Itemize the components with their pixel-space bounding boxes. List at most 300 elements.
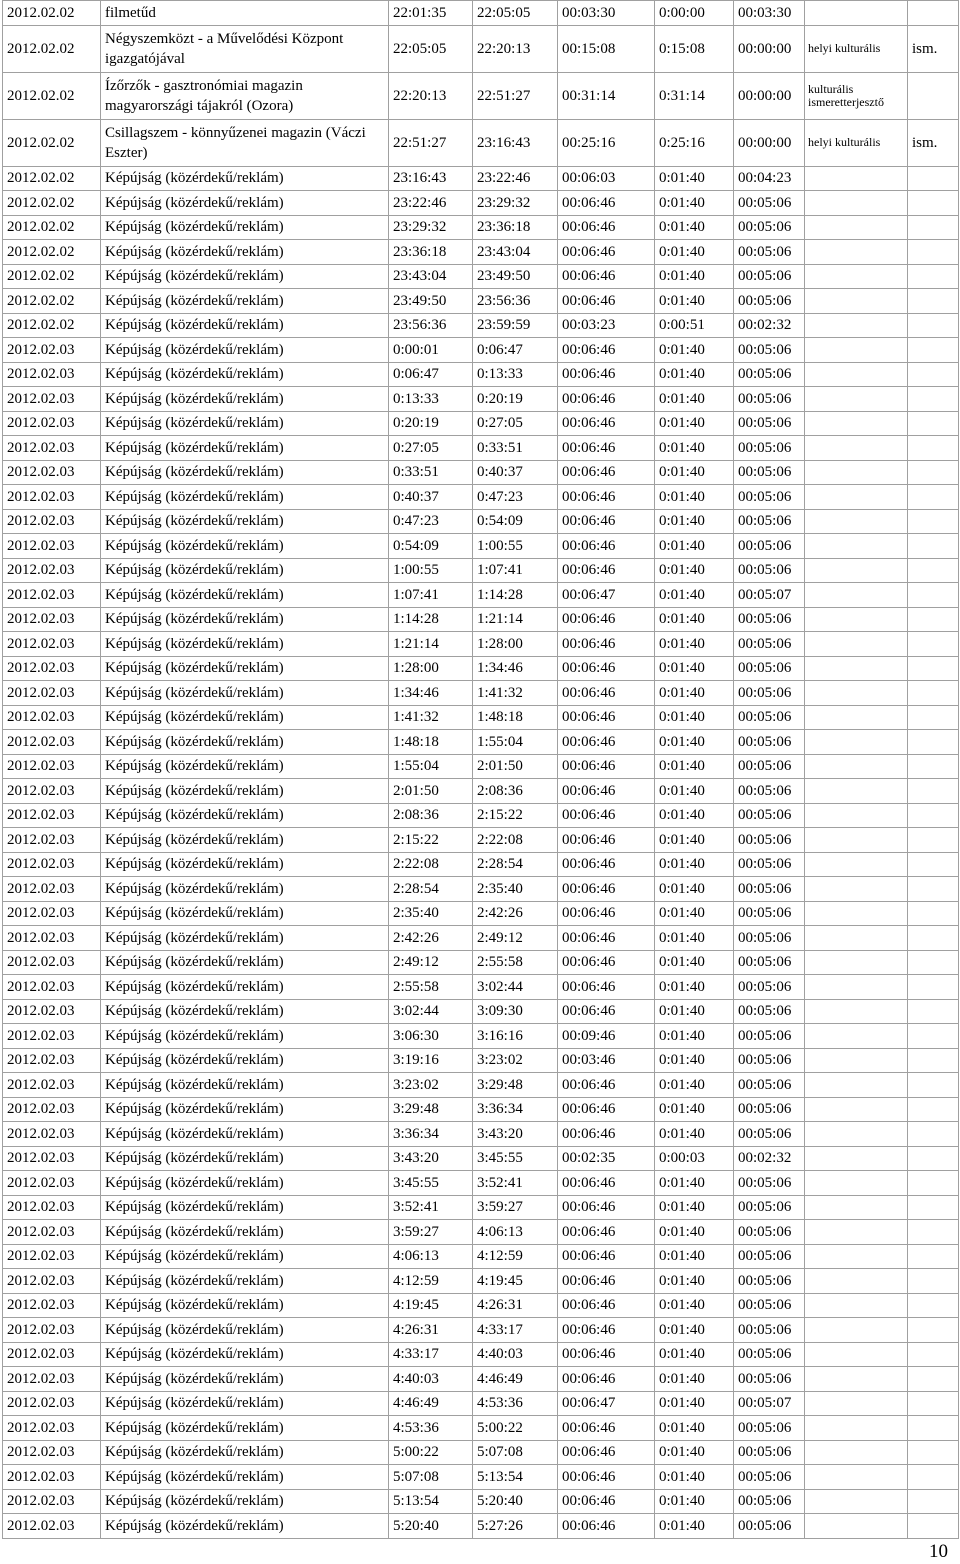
- cell-duration: 00:06:46: [558, 289, 655, 314]
- cell-type: [908, 607, 959, 632]
- cell-genre: [805, 240, 908, 265]
- cell-type: [908, 338, 959, 363]
- table-row: [3, 999, 959, 1024]
- cell-end-time: 23:59:59: [473, 313, 558, 338]
- cell-date: 2012.02.02: [3, 191, 101, 216]
- cell-net-time: 00:05:06: [734, 289, 805, 314]
- cell-duration: 00:06:46: [558, 338, 655, 363]
- cell-date: 2012.02.03: [3, 1367, 101, 1392]
- cell-start-time: 23:36:18: [389, 240, 473, 265]
- cell-date: 2012.02.02: [3, 289, 101, 314]
- cell-net-time: 00:05:06: [734, 1416, 805, 1441]
- cell-date: 2012.02.03: [3, 1024, 101, 1049]
- cell-end-time: 5:20:40: [473, 1489, 558, 1514]
- cell-duration: 00:03:46: [558, 1048, 655, 1073]
- cell-end-time: 3:16:16: [473, 1024, 558, 1049]
- cell-duration: 00:06:46: [558, 852, 655, 877]
- cell-duration: 00:06:46: [558, 1073, 655, 1098]
- cell-end-time: 23:22:46: [473, 166, 558, 191]
- cell-duration: 00:03:23: [558, 313, 655, 338]
- cell-start-time: 23:56:36: [389, 313, 473, 338]
- cell-duration: 00:06:46: [558, 779, 655, 804]
- cell-date: 2012.02.03: [3, 436, 101, 461]
- cell-net-time: 00:04:23: [734, 166, 805, 191]
- cell-duration: 00:06:46: [558, 1342, 655, 1367]
- cell-ad-time: 0:01:40: [655, 240, 734, 265]
- cell-duration: 00:06:46: [558, 240, 655, 265]
- cell-net-time: 00:05:06: [734, 1318, 805, 1343]
- cell-start-time: 5:13:54: [389, 1489, 473, 1514]
- cell-program: Képújság (közérdekű/reklám): [101, 1465, 389, 1490]
- cell-net-time: 00:05:06: [734, 779, 805, 804]
- cell-duration: 00:06:46: [558, 1465, 655, 1490]
- cell-end-time: 22:05:05: [473, 1, 558, 26]
- cell-program: Képújság (közérdekű/reklám): [101, 509, 389, 534]
- cell-ad-time: 0:01:40: [655, 901, 734, 926]
- cell-end-time: 0:33:51: [473, 436, 558, 461]
- cell-end-time: 23:29:32: [473, 191, 558, 216]
- cell-end-time: 0:06:47: [473, 338, 558, 363]
- table-row: [3, 926, 959, 951]
- cell-date: 2012.02.03: [3, 1416, 101, 1441]
- table-row: [3, 705, 959, 730]
- cell-start-time: 23:29:32: [389, 215, 473, 240]
- cell-start-time: 2:28:54: [389, 877, 473, 902]
- cell-end-time: 4:40:03: [473, 1342, 558, 1367]
- cell-end-time: 2:22:08: [473, 828, 558, 853]
- table-row: [3, 607, 959, 632]
- cell-net-time: 00:05:06: [734, 901, 805, 926]
- cell-net-time: 00:05:06: [734, 191, 805, 216]
- table-row: [3, 166, 959, 191]
- cell-date: 2012.02.03: [3, 1220, 101, 1245]
- cell-type: [908, 191, 959, 216]
- cell-end-time: 5:07:08: [473, 1440, 558, 1465]
- cell-date: 2012.02.03: [3, 1146, 101, 1171]
- cell-program: Képújság (közérdekű/reklám): [101, 436, 389, 461]
- cell-end-time: 3:09:30: [473, 999, 558, 1024]
- cell-ad-time: 0:01:40: [655, 828, 734, 853]
- cell-type: [908, 1514, 959, 1539]
- cell-program: Képújság (közérdekű/reklám): [101, 852, 389, 877]
- cell-start-time: 5:00:22: [389, 1440, 473, 1465]
- cell-genre: [805, 730, 908, 755]
- cell-type: [908, 1391, 959, 1416]
- cell-date: 2012.02.03: [3, 411, 101, 436]
- cell-net-time: 00:05:06: [734, 485, 805, 510]
- table-row: [3, 1, 959, 26]
- cell-ad-time: 0:01:40: [655, 1489, 734, 1514]
- cell-genre: [805, 1146, 908, 1171]
- cell-program: Képújság (közérdekű/reklám): [101, 1122, 389, 1147]
- table-row: [3, 901, 959, 926]
- cell-start-time: 1:21:14: [389, 632, 473, 657]
- cell-program: Képújság (közérdekű/reklám): [101, 485, 389, 510]
- page-number: 10: [929, 1541, 948, 1562]
- cell-duration: 00:06:46: [558, 1367, 655, 1392]
- table-row: [3, 730, 959, 755]
- cell-start-time: 3:02:44: [389, 999, 473, 1024]
- cell-date: 2012.02.03: [3, 485, 101, 510]
- cell-end-time: 1:07:41: [473, 558, 558, 583]
- cell-type: [908, 1269, 959, 1294]
- cell-ad-time: 0:01:40: [655, 1048, 734, 1073]
- cell-ad-time: 0:01:40: [655, 1244, 734, 1269]
- cell-program: Képújság (közérdekű/reklám): [101, 1489, 389, 1514]
- cell-start-time: 23:43:04: [389, 264, 473, 289]
- cell-type: [908, 362, 959, 387]
- cell-start-time: 1:14:28: [389, 607, 473, 632]
- cell-net-time: 00:00:00: [734, 72, 805, 119]
- cell-ad-time: 0:01:40: [655, 1097, 734, 1122]
- cell-duration: 00:06:46: [558, 999, 655, 1024]
- cell-duration: 00:06:46: [558, 191, 655, 216]
- cell-type: [908, 926, 959, 951]
- cell-duration: 00:06:46: [558, 387, 655, 412]
- cell-genre: [805, 1097, 908, 1122]
- table-row: [3, 1269, 959, 1294]
- cell-ad-time: 0:01:40: [655, 705, 734, 730]
- cell-ad-time: 0:01:40: [655, 999, 734, 1024]
- cell-type: [908, 901, 959, 926]
- cell-net-time: 00:05:06: [734, 1244, 805, 1269]
- cell-start-time: 1:00:55: [389, 558, 473, 583]
- cell-type: [908, 215, 959, 240]
- cell-genre: [805, 607, 908, 632]
- cell-ad-time: 0:01:40: [655, 1367, 734, 1392]
- cell-program: Képújság (közérdekű/reklám): [101, 1097, 389, 1122]
- table-row: [3, 1465, 959, 1490]
- cell-duration: 00:06:46: [558, 264, 655, 289]
- cell-type: [908, 1293, 959, 1318]
- cell-type: [908, 313, 959, 338]
- cell-ad-time: 0:01:40: [655, 387, 734, 412]
- cell-start-time: 4:53:36: [389, 1416, 473, 1441]
- cell-duration: 00:06:46: [558, 485, 655, 510]
- cell-program: Képújság (közérdekű/reklám): [101, 1171, 389, 1196]
- cell-date: 2012.02.03: [3, 730, 101, 755]
- cell-end-time: 2:35:40: [473, 877, 558, 902]
- cell-net-time: 00:05:06: [734, 1220, 805, 1245]
- cell-end-time: 5:00:22: [473, 1416, 558, 1441]
- cell-end-time: 1:48:18: [473, 705, 558, 730]
- cell-duration: 00:06:46: [558, 1220, 655, 1245]
- cell-duration: 00:06:47: [558, 583, 655, 608]
- cell-ad-time: 0:01:40: [655, 632, 734, 657]
- cell-date: 2012.02.02: [3, 1, 101, 26]
- cell-date: 2012.02.03: [3, 1318, 101, 1343]
- cell-end-time: 3:36:34: [473, 1097, 558, 1122]
- cell-genre: [805, 534, 908, 559]
- cell-end-time: 2:15:22: [473, 803, 558, 828]
- cell-net-time: 00:05:06: [734, 411, 805, 436]
- cell-ad-time: 0:01:40: [655, 1122, 734, 1147]
- cell-date: 2012.02.03: [3, 1073, 101, 1098]
- cell-ad-time: 0:01:40: [655, 1073, 734, 1098]
- cell-date: 2012.02.03: [3, 1293, 101, 1318]
- cell-program: Képújság (közérdekű/reklám): [101, 387, 389, 412]
- cell-ad-time: 0:01:40: [655, 289, 734, 314]
- cell-genre: [805, 877, 908, 902]
- cell-start-time: 3:06:30: [389, 1024, 473, 1049]
- cell-ad-time: 0:01:40: [655, 803, 734, 828]
- cell-ad-time: 0:01:40: [655, 1465, 734, 1490]
- cell-ad-time: 0:01:40: [655, 950, 734, 975]
- cell-ad-time: 0:01:40: [655, 1391, 734, 1416]
- cell-duration: 00:03:30: [558, 1, 655, 26]
- table-row: [3, 509, 959, 534]
- table-row: [3, 1391, 959, 1416]
- cell-duration: 00:06:46: [558, 632, 655, 657]
- cell-net-time: 00:05:06: [734, 240, 805, 265]
- cell-net-time: 00:05:06: [734, 1195, 805, 1220]
- cell-end-time: 1:00:55: [473, 534, 558, 559]
- cell-net-time: 00:05:06: [734, 950, 805, 975]
- cell-program: Képújság (közérdekű/reklám): [101, 1440, 389, 1465]
- cell-end-time: 23:36:18: [473, 215, 558, 240]
- broadcast-log-table: [2, 0, 959, 1539]
- cell-date: 2012.02.03: [3, 754, 101, 779]
- cell-end-time: 0:54:09: [473, 509, 558, 534]
- cell-program: Képújság (közérdekű/reklám): [101, 1318, 389, 1343]
- cell-type: [908, 1048, 959, 1073]
- cell-ad-time: 0:01:40: [655, 779, 734, 804]
- cell-end-time: 1:14:28: [473, 583, 558, 608]
- cell-genre: [805, 1367, 908, 1392]
- cell-net-time: 00:05:06: [734, 1489, 805, 1514]
- cell-duration: 00:25:16: [558, 119, 655, 166]
- table-row: [3, 950, 959, 975]
- table-row: [3, 240, 959, 265]
- cell-genre: helyi kulturális: [805, 119, 908, 166]
- cell-ad-time: 0:01:40: [655, 975, 734, 1000]
- cell-genre: [805, 926, 908, 951]
- cell-end-time: 23:56:36: [473, 289, 558, 314]
- cell-end-time: 4:46:49: [473, 1367, 558, 1392]
- cell-type: [908, 1244, 959, 1269]
- cell-end-time: 3:52:41: [473, 1171, 558, 1196]
- cell-start-time: 1:28:00: [389, 656, 473, 681]
- cell-genre: [805, 1293, 908, 1318]
- cell-date: 2012.02.03: [3, 901, 101, 926]
- cell-start-time: 2:15:22: [389, 828, 473, 853]
- cell-start-time: 5:07:08: [389, 1465, 473, 1490]
- cell-genre: [805, 1244, 908, 1269]
- cell-date: 2012.02.03: [3, 460, 101, 485]
- cell-net-time: 00:05:06: [734, 999, 805, 1024]
- cell-net-time: 00:05:07: [734, 583, 805, 608]
- table-row: [3, 460, 959, 485]
- cell-date: 2012.02.03: [3, 779, 101, 804]
- cell-ad-time: 0:01:40: [655, 264, 734, 289]
- cell-program: Képújság (közérdekű/reklám): [101, 779, 389, 804]
- table-row: [3, 25, 959, 72]
- cell-type: [908, 1367, 959, 1392]
- cell-end-time: 1:55:04: [473, 730, 558, 755]
- table-row: [3, 1024, 959, 1049]
- cell-start-time: 3:43:20: [389, 1146, 473, 1171]
- cell-type: [908, 534, 959, 559]
- cell-duration: 00:06:46: [558, 215, 655, 240]
- cell-date: 2012.02.03: [3, 656, 101, 681]
- cell-genre: [805, 1416, 908, 1441]
- cell-end-time: 4:33:17: [473, 1318, 558, 1343]
- table-row: [3, 828, 959, 853]
- cell-genre: [805, 1122, 908, 1147]
- cell-net-time: 00:05:06: [734, 730, 805, 755]
- cell-start-time: 23:22:46: [389, 191, 473, 216]
- cell-type: [908, 730, 959, 755]
- cell-type: [908, 264, 959, 289]
- cell-program: Négyszemközt - a Művelődési Központ igazgatójával: [101, 25, 389, 72]
- cell-program: Képújság (közérdekű/reklám): [101, 901, 389, 926]
- cell-start-time: 0:00:01: [389, 338, 473, 363]
- cell-end-time: 4:19:45: [473, 1269, 558, 1294]
- cell-duration: 00:06:46: [558, 1269, 655, 1294]
- table-row: [3, 1073, 959, 1098]
- cell-date: 2012.02.03: [3, 975, 101, 1000]
- cell-type: [908, 950, 959, 975]
- cell-genre: [805, 852, 908, 877]
- cell-program: Képújság (közérdekű/reklám): [101, 705, 389, 730]
- cell-genre: [805, 387, 908, 412]
- cell-duration: 00:06:46: [558, 926, 655, 951]
- cell-net-time: 00:05:06: [734, 852, 805, 877]
- cell-type: [908, 999, 959, 1024]
- cell-start-time: 2:49:12: [389, 950, 473, 975]
- cell-end-time: 0:20:19: [473, 387, 558, 412]
- cell-ad-time: 0:25:16: [655, 119, 734, 166]
- table-row: [3, 803, 959, 828]
- cell-net-time: 00:05:06: [734, 1440, 805, 1465]
- cell-ad-time: 0:01:40: [655, 730, 734, 755]
- cell-genre: [805, 485, 908, 510]
- cell-ad-time: 0:01:40: [655, 1514, 734, 1539]
- cell-genre: [805, 656, 908, 681]
- cell-genre: [805, 1024, 908, 1049]
- table-row: [3, 1220, 959, 1245]
- cell-net-time: 00:05:06: [734, 1269, 805, 1294]
- cell-type: [908, 1097, 959, 1122]
- cell-genre: [805, 411, 908, 436]
- cell-end-time: 3:59:27: [473, 1195, 558, 1220]
- cell-start-time: 2:35:40: [389, 901, 473, 926]
- cell-start-time: 1:55:04: [389, 754, 473, 779]
- table-row: [3, 877, 959, 902]
- cell-end-time: 4:26:31: [473, 1293, 558, 1318]
- cell-type: [908, 1318, 959, 1343]
- cell-program: Képújság (közérdekű/reklám): [101, 289, 389, 314]
- cell-type: ism.: [908, 119, 959, 166]
- cell-genre: [805, 509, 908, 534]
- cell-duration: 00:06:46: [558, 1293, 655, 1318]
- table-row: [3, 1171, 959, 1196]
- cell-program: Képújság (közérdekű/reklám): [101, 926, 389, 951]
- cell-ad-time: 0:01:40: [655, 1171, 734, 1196]
- table-row: [3, 1195, 959, 1220]
- cell-duration: 00:06:46: [558, 754, 655, 779]
- cell-end-time: 1:34:46: [473, 656, 558, 681]
- cell-duration: 00:06:46: [558, 460, 655, 485]
- cell-duration: 00:06:46: [558, 1097, 655, 1122]
- table-row: [3, 1416, 959, 1441]
- cell-type: [908, 1073, 959, 1098]
- table-row: [3, 681, 959, 706]
- cell-end-time: 2:49:12: [473, 926, 558, 951]
- cell-net-time: 00:05:06: [734, 926, 805, 951]
- cell-duration: 00:06:46: [558, 681, 655, 706]
- cell-start-time: 1:34:46: [389, 681, 473, 706]
- cell-type: [908, 975, 959, 1000]
- cell-end-time: 1:21:14: [473, 607, 558, 632]
- cell-end-time: 3:45:55: [473, 1146, 558, 1171]
- cell-program: Képújság (közérdekű/reklám): [101, 534, 389, 559]
- cell-type: [908, 387, 959, 412]
- cell-genre: [805, 705, 908, 730]
- broadcast-log-body: [3, 1, 959, 1539]
- cell-program: Képújság (közérdekű/reklám): [101, 754, 389, 779]
- cell-program: Képújság (közérdekű/reklám): [101, 1244, 389, 1269]
- cell-start-time: 4:33:17: [389, 1342, 473, 1367]
- cell-duration: 00:06:46: [558, 705, 655, 730]
- cell-genre: [805, 436, 908, 461]
- cell-duration: 00:06:46: [558, 509, 655, 534]
- cell-duration: 00:06:46: [558, 558, 655, 583]
- cell-date: 2012.02.03: [3, 558, 101, 583]
- cell-duration: 00:06:03: [558, 166, 655, 191]
- cell-program: Képújság (közérdekű/reklám): [101, 240, 389, 265]
- cell-date: 2012.02.03: [3, 583, 101, 608]
- cell-ad-time: 0:01:40: [655, 509, 734, 534]
- cell-ad-time: 0:01:40: [655, 411, 734, 436]
- cell-start-time: 4:26:31: [389, 1318, 473, 1343]
- cell-type: [908, 72, 959, 119]
- cell-program: Képújság (közérdekű/reklám): [101, 1416, 389, 1441]
- cell-ad-time: 0:01:40: [655, 1220, 734, 1245]
- cell-ad-time: 0:01:40: [655, 534, 734, 559]
- cell-genre: [805, 1171, 908, 1196]
- cell-program: Képújság (közérdekű/reklám): [101, 362, 389, 387]
- cell-net-time: 00:05:06: [734, 460, 805, 485]
- cell-end-time: 1:28:00: [473, 632, 558, 657]
- cell-genre: [805, 1489, 908, 1514]
- cell-ad-time: 0:00:51: [655, 313, 734, 338]
- cell-program: Képújság (közérdekű/reklám): [101, 877, 389, 902]
- cell-genre: [805, 191, 908, 216]
- cell-genre: [805, 901, 908, 926]
- cell-net-time: 00:05:07: [734, 1391, 805, 1416]
- cell-end-time: 3:02:44: [473, 975, 558, 1000]
- cell-genre: [805, 289, 908, 314]
- cell-program: Képújság (közérdekű/reklám): [101, 583, 389, 608]
- cell-duration: 00:06:46: [558, 411, 655, 436]
- cell-genre: [805, 754, 908, 779]
- cell-ad-time: 0:01:40: [655, 852, 734, 877]
- cell-net-time: 00:05:06: [734, 1293, 805, 1318]
- cell-ad-time: 0:01:40: [655, 362, 734, 387]
- cell-type: [908, 705, 959, 730]
- cell-start-time: 2:55:58: [389, 975, 473, 1000]
- cell-program: Képújság (közérdekű/reklám): [101, 950, 389, 975]
- table-row: [3, 975, 959, 1000]
- cell-genre: [805, 1195, 908, 1220]
- cell-date: 2012.02.03: [3, 1122, 101, 1147]
- cell-net-time: 00:05:06: [734, 632, 805, 657]
- cell-ad-time: 0:01:40: [655, 558, 734, 583]
- table-row: [3, 72, 959, 119]
- cell-start-time: 3:52:41: [389, 1195, 473, 1220]
- cell-duration: 00:06:46: [558, 1244, 655, 1269]
